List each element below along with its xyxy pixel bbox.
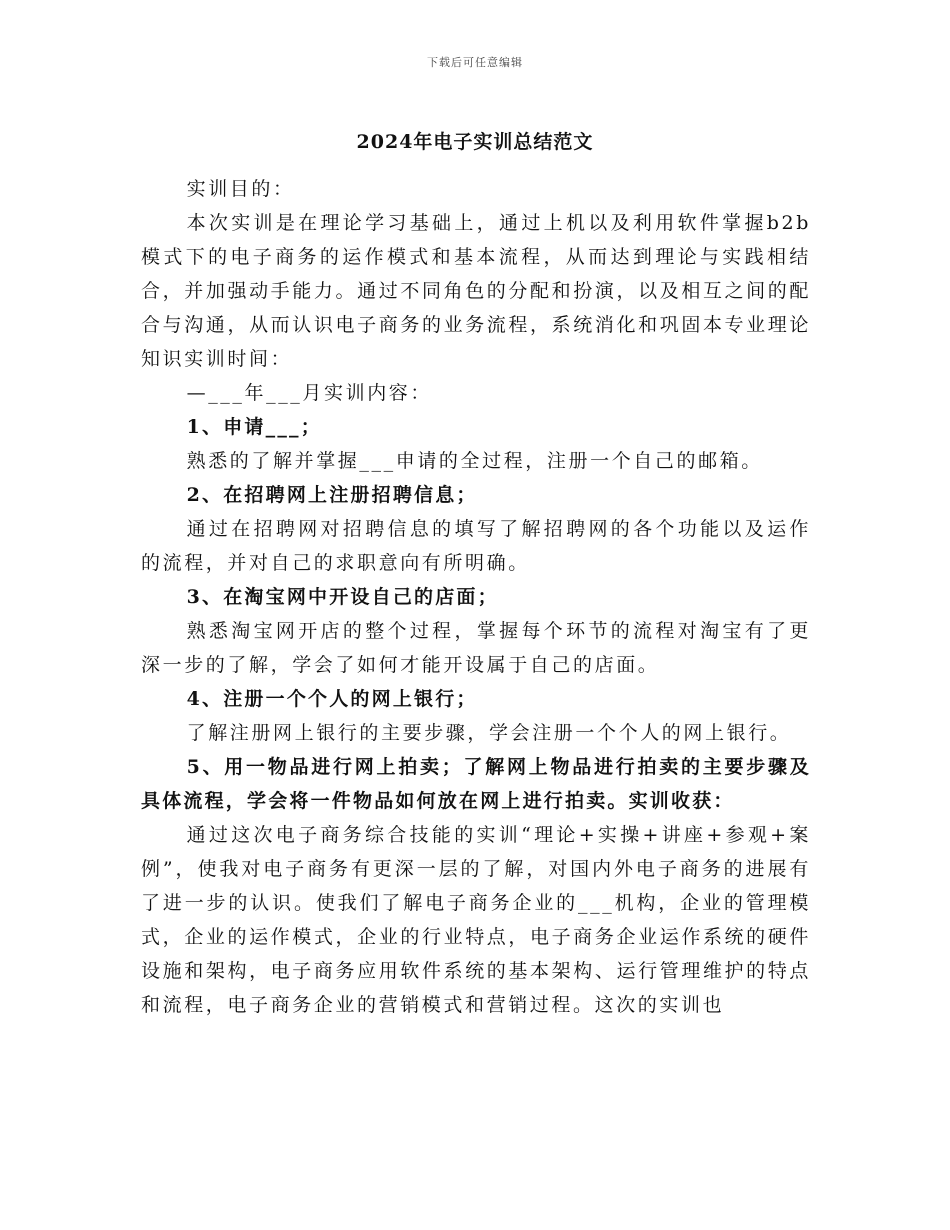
- paragraph-1: 熟悉的了解并掌握___申请的全过程，注册一个自己的邮箱。: [186, 450, 763, 472]
- paragraph-purpose-heading: 实训目的：: [186, 178, 295, 200]
- section-heading-1: 1、申请___；: [186, 416, 322, 438]
- section-heading-2: 2、在招聘网上注册招聘信息；: [186, 484, 478, 506]
- paragraph-3: 熟悉淘宝网开店的整个过程，掌握每个环节的流程对淘宝有了更深一步的了解，学会了如何才能开设属于自己的店面。: [141, 620, 811, 676]
- paragraph-2: 通过在招聘网对招聘信息的填写了解招聘网的各个功能以及运作的流程，并对自己的求职意向有所明确。: [141, 518, 811, 574]
- document-body: [141, 172, 811, 1022]
- section-heading-4: 4、注册一个个人的网上银行；: [186, 688, 478, 710]
- paragraph-4: 了解注册网上银行的主要步骤，学会注册一个个人的网上银行。: [186, 722, 792, 744]
- paragraph-purpose: 本次实训是在理论学习基础上，通过上机以及利用软件掌握b2b模式下的电子商务的运作模式和基本流程，从而达到理论与实践相结合，并加强动手能力。通过不同角色的分配和扮演，以及相互之间的配合与沟通，从而认识电子商务的业务流程，系统消化和巩固本专业理论知识实训时间：: [141, 212, 811, 370]
- paragraph-gains: 通过这次电子商务综合技能的实训“理论+实操+讲座+参观+案例”，使我对电子商务有更深一层的了解，对国内外电子商务的进展有了进一步的认识。使我们了解电子商务企业的___机构，企业的管理模式，企业的运作模式，企业的行业特点，电子商务企业运作系统的硬件设施和架构，电子商务应用软件系统的基本架构、运行管理维护的特点和流程，电子商务企业的营销模式和营销过程。这次的实训也: [141, 824, 811, 1016]
- header-note: 下载后可任意编辑: [427, 56, 523, 69]
- document-title: 2024年电子实训总结范文: [356, 131, 594, 153]
- paragraph-time: —___年___月实训内容：: [186, 382, 432, 404]
- section-heading-5: 5、用一物品进行网上拍卖；了解网上物品进行拍卖的主要步骤及具体流程，学会将一件物品如何放在网上进行拍卖。实训收获：: [141, 756, 811, 812]
- section-heading-3: 3、在淘宝网中开设自己的店面；: [186, 586, 499, 608]
